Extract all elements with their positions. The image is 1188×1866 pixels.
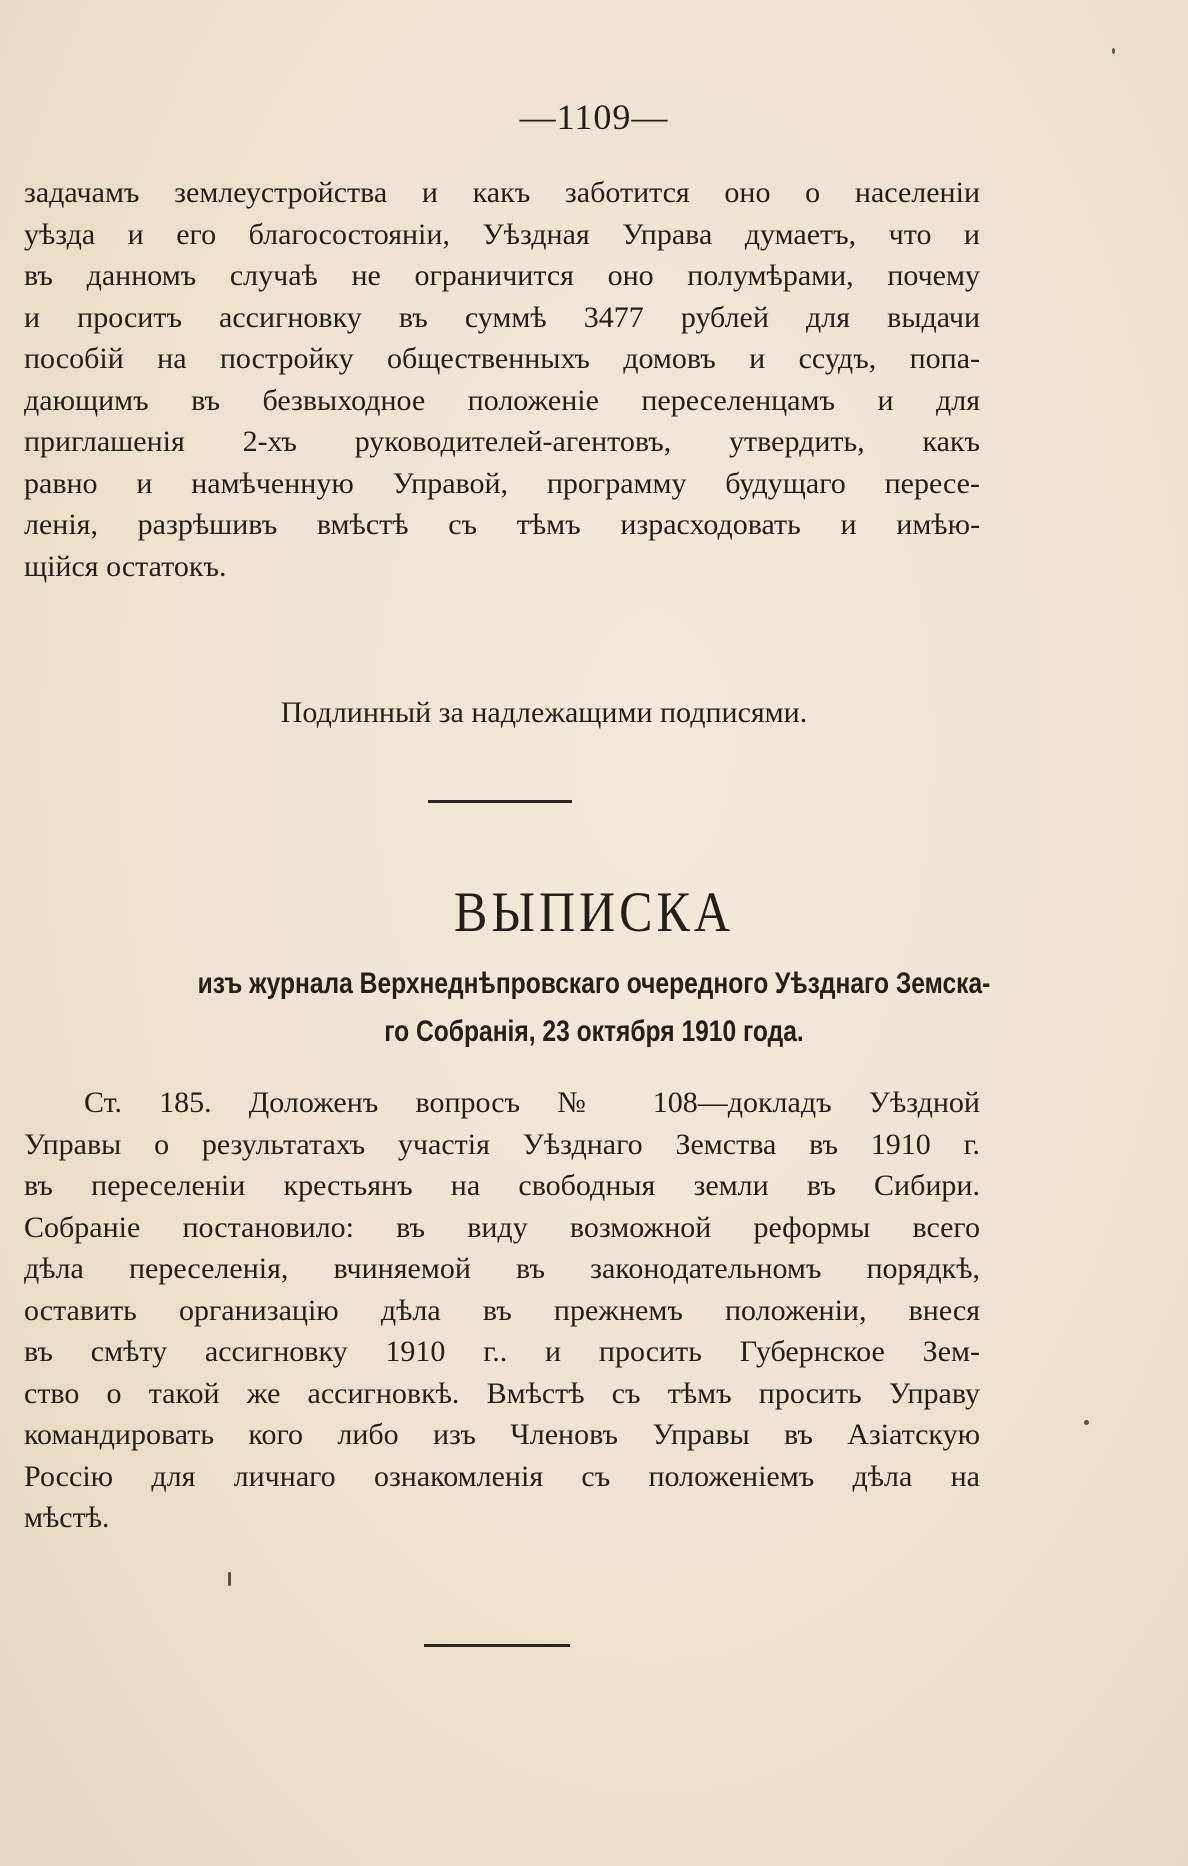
text-line: дающимъ въ безвыходное положенiе переселенцамъ и для <box>24 383 980 417</box>
text-line: уѣзда и его благосостоянiи, Уѣздная Управа думаетъ, что и <box>24 217 980 251</box>
text-line: задачамъ землеустройства и какъ заботится оно о населенiи <box>24 176 980 209</box>
text-line: въ данномъ случаѣ не ограничится оно полумѣрами, почему <box>24 259 980 292</box>
text-line: въ смѣту ассигновку 1910 г.. и просить Губернское Зем- <box>24 1335 980 1368</box>
text-line: командировать кого либо изъ Членовъ Управы въ Азiатскую <box>24 1418 980 1451</box>
text-line: дѣла переселенiя, вчиняемой въ законодательномъ порядкѣ, <box>24 1252 980 1285</box>
text-line: щiйся остатокъ. <box>24 549 227 583</box>
text-line: въ переселенiи крестьянъ на свободныя земли въ Сибири. <box>24 1169 980 1202</box>
text-line: ленiя, разрѣшивъ вмѣстѣ съ тѣмъ израсходовать и имѣю- <box>24 508 980 541</box>
text-line: и проситъ ассигновку въ суммѣ 3477 рублей для выдачи <box>24 300 980 334</box>
paragraph-continuation <box>24 172 980 587</box>
page-number: —1109— <box>519 97 669 137</box>
paper-speck <box>228 1572 231 1586</box>
text-line: Ст. 185. Доложенъ вопросъ № 108—докладъ Уѣздной <box>84 1086 980 1119</box>
paragraph-resolution <box>24 1082 980 1539</box>
text-line: ство о такой же ассигновкѣ. Вмѣстѣ съ тѣмъ просить Управу <box>24 1376 980 1410</box>
paper-speck <box>1084 1420 1089 1425</box>
text-line: равно и намѣченную Управой, программу будущаго пересе- <box>24 466 980 500</box>
section-divider <box>424 1644 570 1647</box>
subheading-line: го Собранiя, 23 октября 1910 года. <box>384 1015 804 1048</box>
text-line: Собранiе постановило: въ виду возможной реформы всего <box>24 1210 980 1244</box>
section-subheading <box>107 960 1081 1056</box>
text-line: Россiю для личнаго ознакомленiя съ положенiемъ дѣла на <box>24 1459 980 1493</box>
subheading-line: изъ журнала Верхнеднѣпровскаго очередного Уѣзднаго Земска- <box>197 967 991 1000</box>
text-line: пособiй на постройку общественныхъ домовъ и ссудъ, попа- <box>24 342 980 375</box>
signature-note: Подлинный за надлежащими подписями. <box>280 696 808 729</box>
text-line: приглашенiя 2-хъ руководителей-агентовъ, утвердить, какъ <box>24 425 980 458</box>
text-line: мѣстѣ. <box>24 1501 110 1534</box>
section-divider <box>428 800 572 803</box>
paper-speck <box>1112 48 1115 54</box>
text-line: Управы о результатахъ участiя Уѣзднаго Земства въ 1910 г. <box>24 1127 980 1161</box>
text-line: оставить организацiю дѣла въ прежнемъ положенiи, внеся <box>24 1293 980 1327</box>
section-heading: ВЫПИСКА <box>454 879 734 944</box>
